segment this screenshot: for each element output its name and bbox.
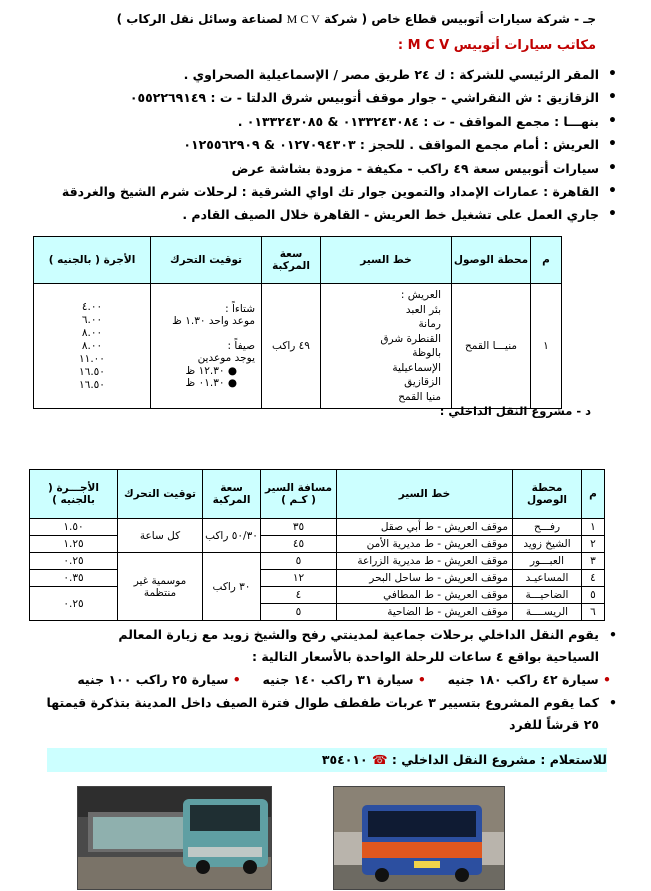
table-header-row	[34, 237, 562, 284]
bullet-red: •	[417, 672, 426, 687]
row-num: ٣	[582, 553, 605, 570]
list-item: • جاري العمل على تشغيل خط العريش - القاهرة خلال الصيف القادم .	[30, 203, 621, 226]
table-header-row	[30, 470, 605, 519]
departure-time: موسمية غير منتظمة	[118, 553, 203, 621]
fare: ٠.٢٥	[30, 587, 118, 621]
route-stop: بئر العبد	[405, 303, 441, 316]
fares	[34, 284, 151, 409]
inquiry-bar	[47, 748, 607, 772]
route: موقف العريش - ط مديرية الزراعة	[337, 553, 513, 570]
distance: ١٢	[261, 570, 337, 587]
departure-time: كل ساعة	[118, 519, 203, 553]
col-fare: الأجـــرة ( بالجنيه )	[30, 470, 118, 519]
vehicle-capacity: ٥٠/٣٠ راكب	[203, 519, 261, 553]
row-num: ٦	[582, 604, 605, 621]
fare-value: ٨.٠٠	[81, 339, 103, 352]
internal-transport-table	[29, 469, 605, 621]
arrival-station: الشيخ زويد	[513, 536, 582, 553]
row-num: ٤	[582, 570, 605, 587]
table-row	[30, 587, 605, 604]
table-row	[30, 536, 605, 553]
route-stop: بالوظة	[412, 347, 441, 359]
fare-value: ٨.٠٠	[81, 326, 103, 339]
col-capacity: سعة المركبة	[203, 470, 261, 519]
fare: ٠.٣٥	[30, 570, 118, 587]
time-line: يوجد موعدين	[197, 352, 255, 364]
bus-photo	[333, 786, 505, 890]
list-item: • كما يقوم المشروع بتسيير ٣ عربات طفطف طوال فترة الصيف داخل المدينة بتذكرة قيمتها	[46, 695, 617, 710]
offices-title: مكاتب سيارات أتوبيس M C V :	[397, 38, 596, 53]
distance: ٤٥	[261, 536, 337, 553]
col-num: م	[582, 470, 605, 519]
col-times: توقيت التحرك	[151, 237, 262, 284]
list-item: • العريش : أمام مجمع المواقف . للحجز : ٠١٢٧٠٩٤٣٠٣ & ٠١٢٥٥٦٢٩٠٩	[30, 133, 621, 156]
route: موقف العريش - ط مديرية الأمن	[337, 536, 513, 553]
fare-value: ٦.٠٠	[81, 313, 103, 326]
col-times: توقيت التحرك	[118, 470, 203, 519]
route-stops	[321, 284, 452, 409]
arrival-station: منيـــا القمح	[452, 284, 531, 409]
list-item: • يقوم النقل الداخلي برحلات جماعية لمدينتي رفح والشيخ زويد مع زيارة المعالم	[118, 627, 617, 642]
bullet-red: •	[232, 672, 241, 687]
arrival-station: الريســــة	[513, 604, 582, 621]
price-item: سيارة ٤٢ راكب ١٨٠ جنيه	[447, 672, 599, 687]
arrival-station: المساعيـد	[513, 570, 582, 587]
col-capacity: سعة المركبة	[262, 237, 321, 284]
arrival-station: الضاحيـــة	[513, 587, 582, 604]
fare-value: ١١.٠٠	[79, 352, 105, 365]
brand-name: M C V	[286, 12, 320, 26]
time-line: شتاءاً :	[225, 302, 255, 315]
route: موقف العريش - ط ساحل البحر	[337, 570, 513, 587]
list-item: • المقر الرئيسي للشركة : ك ٢٤ طريق مصر / الإسماعيلية الصحراوي .	[30, 63, 621, 86]
row-num: ٥	[582, 587, 605, 604]
route: موقف العريش - ط الضاحية	[337, 604, 513, 621]
heading-prefix: جـ - شركة سيارات أتوبيس قطاع خاص ( شركة	[323, 12, 596, 26]
list-item: • الزقازيق : ش النقراشي - جوار موقف أتوبيس شرق الدلتا - ت : ٠٥٥٢٢٦٩١٤٩	[30, 86, 621, 109]
time-line: ● ١٢.٣٠ ظ	[185, 364, 237, 377]
row-num: ١	[582, 519, 605, 536]
route-stop: الإسماعيلية	[392, 361, 441, 374]
mcv-routes-table	[33, 236, 562, 409]
time-line: موعد واحد ١.٣٠ ظ	[172, 315, 255, 327]
list-item: • سيارات أتوبيس سعة ٤٩ راكب - مكيفة - مزودة بشاشة عرض	[30, 157, 621, 180]
col-route: خط السير	[337, 470, 513, 519]
inquiry-phone: ٣٥٤٠١٠	[321, 752, 368, 767]
fare-value: ٤.٠٠	[81, 300, 103, 313]
col-route: خط السير	[321, 237, 452, 284]
price-item: سيارة ٢٥ راكب ١٠٠ جنيه	[77, 672, 229, 687]
col-distance: مسافة السير ( كـم )	[261, 470, 337, 519]
arrival-station: العبـــور	[513, 553, 582, 570]
list-item: • القاهرة : عمارات الإمداد والتموين جوار تك اواي الشرقية : لرحلات شرم الشيخ والغردقة	[30, 180, 621, 203]
arrival-station: رفـــح	[513, 519, 582, 536]
route: موقف العريش - ط أبي صقل	[337, 519, 513, 536]
route-stop: رمانة	[418, 318, 441, 330]
route-stop: العريش :	[400, 289, 441, 301]
bus-photo	[77, 786, 272, 890]
vehicle-capacity: ٣٠ راكب	[203, 553, 261, 621]
col-arrival: محطة الوصول	[452, 237, 531, 284]
table-row	[30, 519, 605, 536]
fare-value: ١٦.٥٠	[79, 365, 105, 378]
heading-suffix: لصناعة وسائل نقل الركاب )	[116, 12, 283, 26]
section-d-title: د - مشروع النقل الداخلي :	[439, 404, 591, 418]
col-arrival: محطة الوصول	[513, 470, 582, 519]
distance: ٥	[261, 553, 337, 570]
inquiry-label: للاستعلام : مشروع النقل الداخلي :	[391, 752, 607, 767]
departure-times	[151, 284, 262, 409]
fare: ١.٥٠	[30, 519, 118, 536]
table-row	[34, 284, 562, 409]
list-item: • بنهـــا : مجمع المواقف - ت : ٠١٣٣٢٤٣٠٨٤ & ٠١٣٣٢٤٣٠٨٥ .	[30, 110, 621, 133]
distance: ٣٥	[261, 519, 337, 536]
time-line: ● ٠١.٣٠ ظ	[185, 377, 237, 389]
route: موقف العريش - ط المطافي	[337, 587, 513, 604]
distance: ٤	[261, 587, 337, 604]
table-row	[30, 553, 605, 570]
fare: ١.٢٥	[30, 536, 118, 553]
row-num: ١	[531, 284, 562, 409]
tours-block	[30, 624, 621, 736]
distance: ٥	[261, 604, 337, 621]
list-item: السياحية بواقع ٤ ساعات للرحلة الواحدة بالأسعار التالية :	[251, 649, 599, 664]
col-fare: الأجرة ( بالجنيه )	[34, 237, 151, 284]
vehicle-capacity: ٤٩ راكب	[262, 284, 321, 409]
col-num: م	[531, 237, 562, 284]
route-stop: منيا القمح	[398, 390, 441, 403]
row-num: ٢	[582, 536, 605, 553]
price-list	[30, 668, 621, 692]
time-line: صيفاً :	[227, 339, 255, 352]
page-heading	[0, 12, 596, 27]
table-row	[30, 570, 605, 587]
price-item: سيارة ٣١ راكب ١٤٠ جنيه	[262, 672, 414, 687]
offices-list	[30, 63, 621, 227]
route-stop: القنطرة شرق	[380, 332, 441, 345]
fare-value: ١٦.٥٠	[79, 378, 105, 391]
list-item: ٢٥ قرشاً للفرد	[509, 717, 599, 732]
fare: ٠.٢٥	[30, 553, 118, 570]
route-stop: الزقازيق	[404, 376, 441, 388]
phone-icon: ☎	[371, 752, 388, 767]
bullet-red: •	[603, 672, 611, 687]
